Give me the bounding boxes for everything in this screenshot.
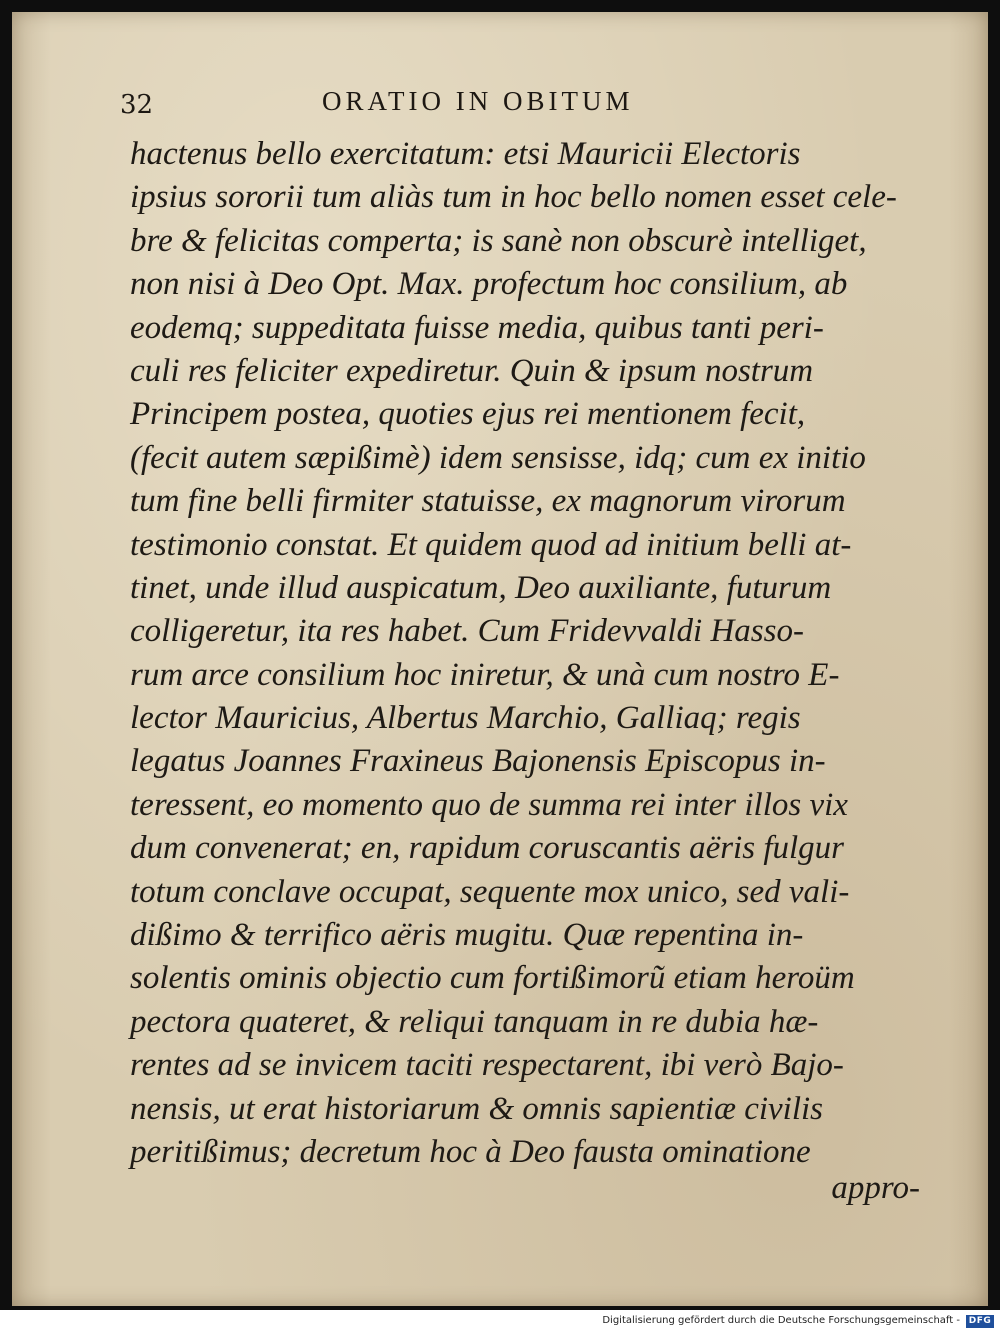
text-line: (fecit autem sæpißimè) idem sensisse, idq; cum ex initio (130, 439, 866, 476)
running-head (12, 82, 988, 122)
text-line: pectora quateret, & reliqui tanquam in re dubia hæ- (130, 1003, 819, 1040)
catchword-row (130, 1170, 920, 1207)
text-line: culi res feliciter expediretur. Quin & ipsum nostrum (130, 352, 814, 389)
funding-note: Digitalisierung gefördert durch die Deutsche Forschungsgemeinschaft - (602, 1315, 960, 1326)
text-line: peritißimus; decretum hoc à Deo fausta ominatione (130, 1133, 811, 1170)
text-line: colligeretur, ita res habet. Cum Fridevvaldi Hasso- (130, 613, 804, 650)
book-page (12, 12, 988, 1306)
text-line: hactenus bello exercitatum: etsi Mauricii Electoris (130, 136, 801, 172)
running-title: ORATIO IN OBITUM (322, 86, 634, 116)
text-line: tinet, unde illud auspicatum, Deo auxiliante, futurum (130, 569, 832, 606)
text-line: testimonio constat. Et quidem quod ad initium belli at- (130, 526, 852, 563)
text-line: solentis ominis objectio cum fortißimorũ etiam heroüm (130, 960, 855, 997)
text-line: eodemq; suppeditata fuisse media, quibus tanti peri- (130, 309, 824, 346)
text-line: ipsius sororii tum aliàs tum in hoc bello nomen esset cele- (130, 179, 897, 216)
page-number: 32 (120, 90, 154, 120)
text-line: dißimo & terrifico aëris mugitu. Quæ repentina in- (130, 917, 804, 954)
dfg-logo: DFG (966, 1315, 994, 1328)
text-line: bre & felicitas comperta; is sanè non obscurè intelliget, (130, 222, 867, 259)
text-line: nensis, ut erat historiarum & omnis sapientiæ civilis (130, 1090, 824, 1127)
catchword: appro- (831, 1170, 920, 1206)
text-line: Principem postea, quoties ejus rei mentionem fecit, (130, 396, 806, 433)
text-line: totum conclave occupat, sequente mox unico, sed vali- (130, 873, 850, 910)
text-line: legatus Joannes Fraxineus Bajonensis Episcopus in- (130, 743, 826, 780)
text-line: lector Mauricius, Albertus Marchio, Galliaq; regis (130, 700, 801, 737)
body-text (130, 133, 920, 1174)
text-line: dum convenerat; en, rapidum coruscantis aëris fulgur (130, 830, 844, 867)
text-line: rum arce consilium hoc iniretur, & unà cum nostro E- (130, 656, 840, 693)
text-line: tum fine belli firmiter statuisse, ex magnorum virorum (130, 483, 846, 520)
digitization-footer (0, 1310, 1000, 1334)
text-line: rentes ad se invicem taciti respectarent, ibi verò Bajo- (130, 1047, 844, 1084)
text-line: non nisi à Deo Opt. Max. profectum hoc consilium, ab (130, 266, 848, 303)
text-line: teressent, eo momento quo de summa rei inter illos vix (130, 786, 848, 823)
